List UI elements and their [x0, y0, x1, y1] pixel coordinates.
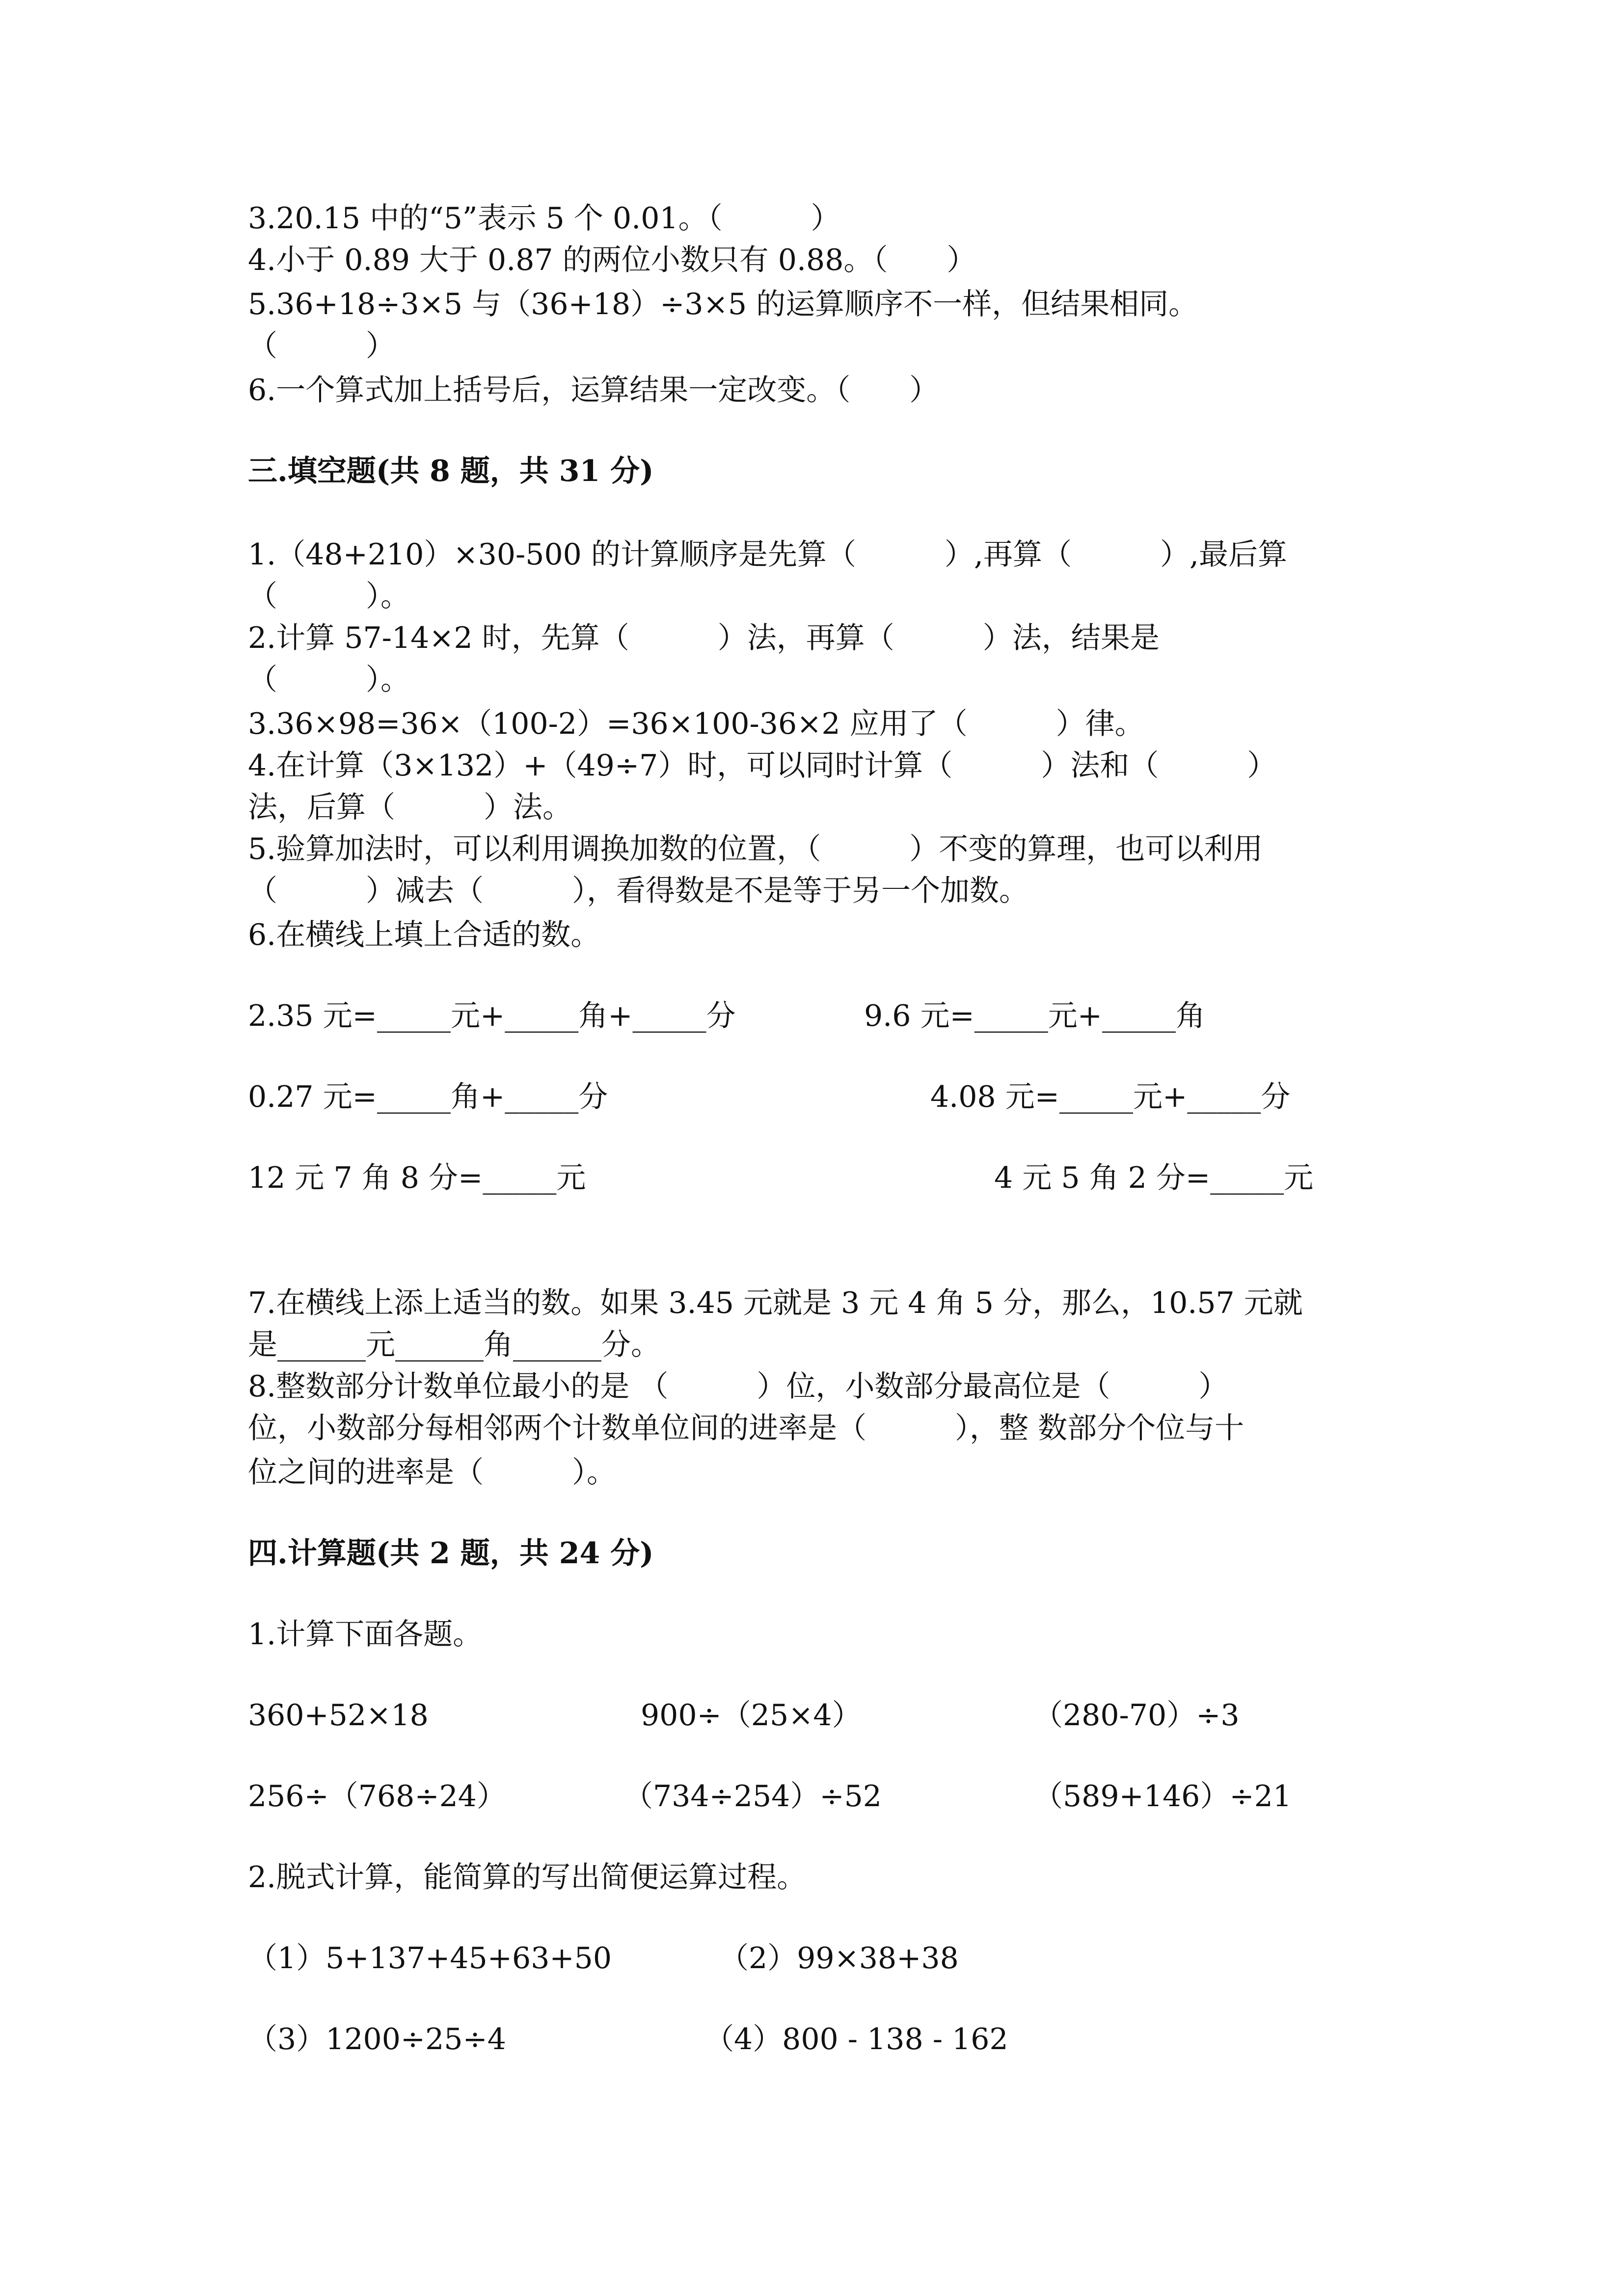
- fill-question-6: 6.在横线上填上合适的数。: [248, 918, 600, 952]
- money-item: 2.35 元=_____元+_____角+_____分: [248, 999, 736, 1033]
- section-heading-fill: 三.填空题(共 8 题，共 31 分): [248, 454, 654, 488]
- fill-question-2-cont: （ ）。: [248, 663, 410, 697]
- fill-question-2: 2.计算 57-14×2 时，先算（ ）法，再算（ ）法，结果是: [248, 621, 1160, 655]
- fill-question-8-cont: 位，小数部分每相邻两个计数单位间的进率是（ ），整 数部分个位与十: [248, 1411, 1245, 1445]
- calc-expression: （589+146）÷21: [1033, 1779, 1292, 1814]
- section-heading-calc: 四.计算题(共 2 题，共 24 分): [248, 1536, 654, 1571]
- fill-question-5-cont: （ ）减去（ ），看得数是不是等于另一个加数。: [248, 874, 1029, 908]
- money-item: 4 元 5 角 2 分=_____元: [994, 1161, 1314, 1195]
- calc-expression: 256÷（768÷24）: [248, 1779, 506, 1814]
- money-item: 4.08 元=_____元+_____分: [930, 1080, 1291, 1114]
- fill-question-8: 8.整数部分计数单位最小的是 （ ）位，小数部分最高位是（ ）: [248, 1369, 1228, 1404]
- judge-question-3: 3.20.15 中的“5”表示 5 个 0.01。（ ）: [248, 201, 840, 236]
- calc-expression: （4）800 - 138 - 162: [704, 2022, 1008, 2056]
- money-item: 9.6 元=_____元+_____角: [864, 999, 1206, 1033]
- fill-question-3: 3.36×98=36×（100-2）=36×100-36×2 应用了（ ）律。: [248, 707, 1144, 741]
- fill-question-8-cont2: 位之间的进率是（ ）。: [248, 1455, 616, 1490]
- calc-expression: 360+52×18: [248, 1698, 429, 1733]
- calc-expression: 900÷（25×4）: [641, 1698, 862, 1733]
- judge-question-5: 5.36+18÷3×5 与（36+18）÷3×5 的运算顺序不一样，但结果相同。: [248, 287, 1198, 321]
- fill-question-5: 5.验算加法时，可以利用调换加数的位置，（ ）不变的算理，也可以利用: [248, 832, 1263, 866]
- calc-expression: （734÷254）÷52: [623, 1779, 882, 1814]
- calc-expression: （1）5+137+45+63+50: [248, 1941, 612, 1976]
- fill-question-4: 4.在计算（3×132）+（49÷7）时，可以同时计算（ ）法和（ ）: [248, 748, 1277, 783]
- judge-question-6: 6.一个算式加上括号后，运算结果一定改变。（ ）: [248, 373, 939, 407]
- fill-question-1: 1.（48+210）×30-500 的计算顺序是先算（ ）,再算（ ）,最后算: [248, 537, 1288, 572]
- calc-question-1: 1.计算下面各题。: [248, 1617, 483, 1652]
- money-item: 12 元 7 角 8 分=_____元: [248, 1161, 586, 1195]
- judge-question-5-blank: （ ）: [248, 329, 395, 363]
- fill-question-7: 7.在横线上添上适当的数。如果 3.45 元就是 3 元 4 角 5 分，那么，10.57 元就: [248, 1286, 1303, 1320]
- calc-expression: （2）99×38+38: [719, 1941, 959, 1976]
- calc-expression: （3）1200÷25÷4: [248, 2022, 506, 2056]
- fill-question-7-cont: 是______元______角______分。: [248, 1328, 660, 1362]
- fill-question-4-cont: 法，后算（ ）法。: [248, 790, 572, 825]
- money-item: 0.27 元=_____角+_____分: [248, 1080, 608, 1114]
- judge-question-4: 4.小于 0.89 大于 0.87 的两位小数只有 0.88。（ ）: [248, 243, 976, 277]
- calc-question-2: 2.脱式计算，能简算的写出简便运算过程。: [248, 1860, 807, 1895]
- fill-question-1-cont: （ ）。: [248, 579, 410, 614]
- calc-expression: （280-70）÷3: [1033, 1698, 1240, 1733]
